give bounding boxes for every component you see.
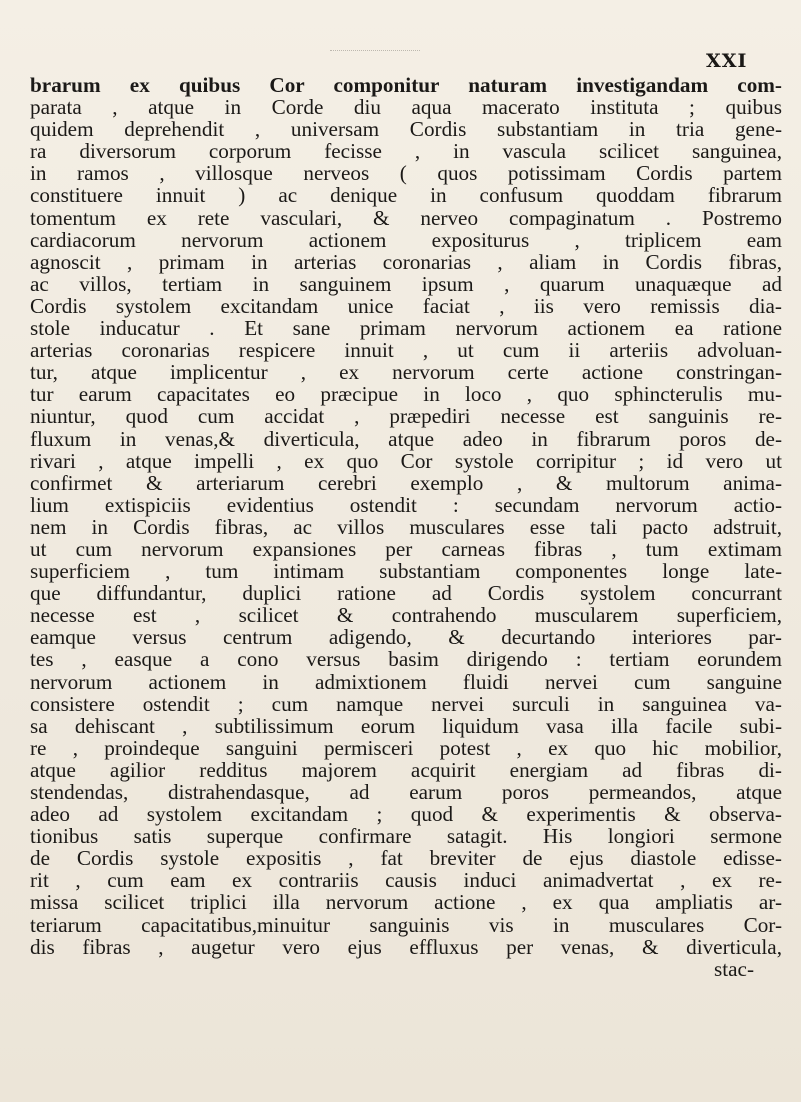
page-number: XXI bbox=[706, 50, 748, 72]
text-line: cardiacorum nervorum actionem expositurus , triplicem eam bbox=[30, 227, 782, 252]
body-text bbox=[30, 74, 782, 980]
text-line: stole inducatur . Et sane primam nervorum actionem ea ratione bbox=[30, 316, 782, 341]
text-line: atque agilior redditus majorem acquirit energiam ad fibras di- bbox=[30, 757, 782, 782]
text-line: fluxum in venas,& diverticula, atque adeo in fibrarum poros de- bbox=[30, 426, 782, 451]
text-line: teriarum capacitatibus,minuitur sanguinis vis in musculares Cor- bbox=[30, 912, 782, 937]
text-line: tur, atque implicentur , ex nervorum certe actione constringan- bbox=[30, 360, 782, 385]
text-line: necesse est , scilicet & contrahendo muscularem superficiem, bbox=[30, 603, 782, 628]
text-line: confirmet & arteriarum cerebri exemplo , & multorum anima- bbox=[30, 470, 782, 495]
text-line: parata , atque in Corde diu aqua macerato instituta ; quibus bbox=[30, 95, 782, 120]
text-line: ac villos, tertiam in sanguinem ipsum , quarum unaquæque ad bbox=[30, 271, 782, 296]
text-line: tionibus satis superque confirmare satagit. His longiori sermone bbox=[30, 824, 782, 849]
text-line: consistere ostendit ; cum namque nervei surculi in sanguinea va- bbox=[30, 691, 782, 716]
text-line: ut cum nervorum expansiones per carneas fibras , tum extimam bbox=[30, 536, 782, 561]
text-line: tur earum capacitates eo præcipue in loco , quo sphincterulis mu- bbox=[30, 382, 782, 407]
text-line: que diffundantur, duplici ratione ad Cordis systolem concurrant bbox=[30, 581, 782, 606]
text-line: quidem deprehendit , universam Cordis substantiam in tria gene- bbox=[30, 117, 782, 142]
text-line: sa dehiscant , subtilissimum eorum liquidum vasa illa facile subi- bbox=[30, 713, 782, 738]
text-line: adeo ad systolem excitandam ; quod & experimentis & observa- bbox=[30, 802, 782, 827]
text-line: in ramos , villosque nerveos ( quos potissimam Cordis partem bbox=[30, 161, 782, 186]
text-line: de Cordis systole expositis , fat breviter de ejus diastole edisse- bbox=[30, 846, 782, 871]
text-line: Cordis systolem excitandam unice faciat , iis vero remissis dia- bbox=[30, 293, 782, 318]
text-line: rivari , atque impelli , ex quo Cor systole corripitur ; id vero ut bbox=[30, 448, 782, 473]
text-line: tomentum ex rete vasculari, & nerveo compaginatum . Postremo bbox=[30, 205, 782, 230]
text-line: nem in Cordis fibras, ac villos musculares esse tali pacto adstruit, bbox=[30, 514, 782, 539]
text-line: lium extispiciis evidentius ostendit : secundam nervorum actio- bbox=[30, 492, 782, 517]
text-line: niuntur, quod cum accidat , præpediri necesse est sanguinis re- bbox=[30, 404, 782, 429]
text-line: missa scilicet triplici illa nervorum actione , ex qua ampliatis ar- bbox=[30, 890, 782, 915]
text-line: brarum ex quibus Cor componitur naturam investigandam com- bbox=[30, 73, 782, 97]
ink-smudge bbox=[330, 50, 420, 57]
text-line: arterias coronarias respicere innuit , ut cum ii arteriis advoluan- bbox=[30, 338, 782, 363]
text-line: dis fibras , augetur vero ejus effluxus per venas, & diverticula, bbox=[30, 934, 782, 959]
text-line: constituere innuit ) ac denique in confusum quoddam fibrarum bbox=[30, 183, 782, 208]
text-line: superficiem , tum intimam substantiam componentes longe late- bbox=[30, 559, 782, 584]
text-line: agnoscit , primam in arterias coronarias , aliam in Cordis fibras, bbox=[30, 249, 782, 274]
text-line: re , proindeque sanguini permisceri potest , ex quo hic mobilior, bbox=[30, 735, 782, 760]
text-line: stendendas, distrahendasque, ad earum poros permeandos, atque bbox=[30, 780, 782, 804]
text-line: tes , easque a cono versus basim dirigendo : tertiam eorundem bbox=[30, 647, 782, 672]
text-line: rit , cum eam ex contrariis causis induci animadvertat , ex re- bbox=[30, 868, 782, 893]
catchword: stac- bbox=[714, 956, 754, 981]
text-line: eamque versus centrum adigendo, & decurtando interiores par- bbox=[30, 625, 782, 650]
text-line: ra diversorum corporum fecisse , in vascula scilicet sanguinea, bbox=[30, 139, 782, 164]
text-line: nervorum actionem in admixtionem fluidi nervei cum sanguine bbox=[30, 669, 782, 694]
